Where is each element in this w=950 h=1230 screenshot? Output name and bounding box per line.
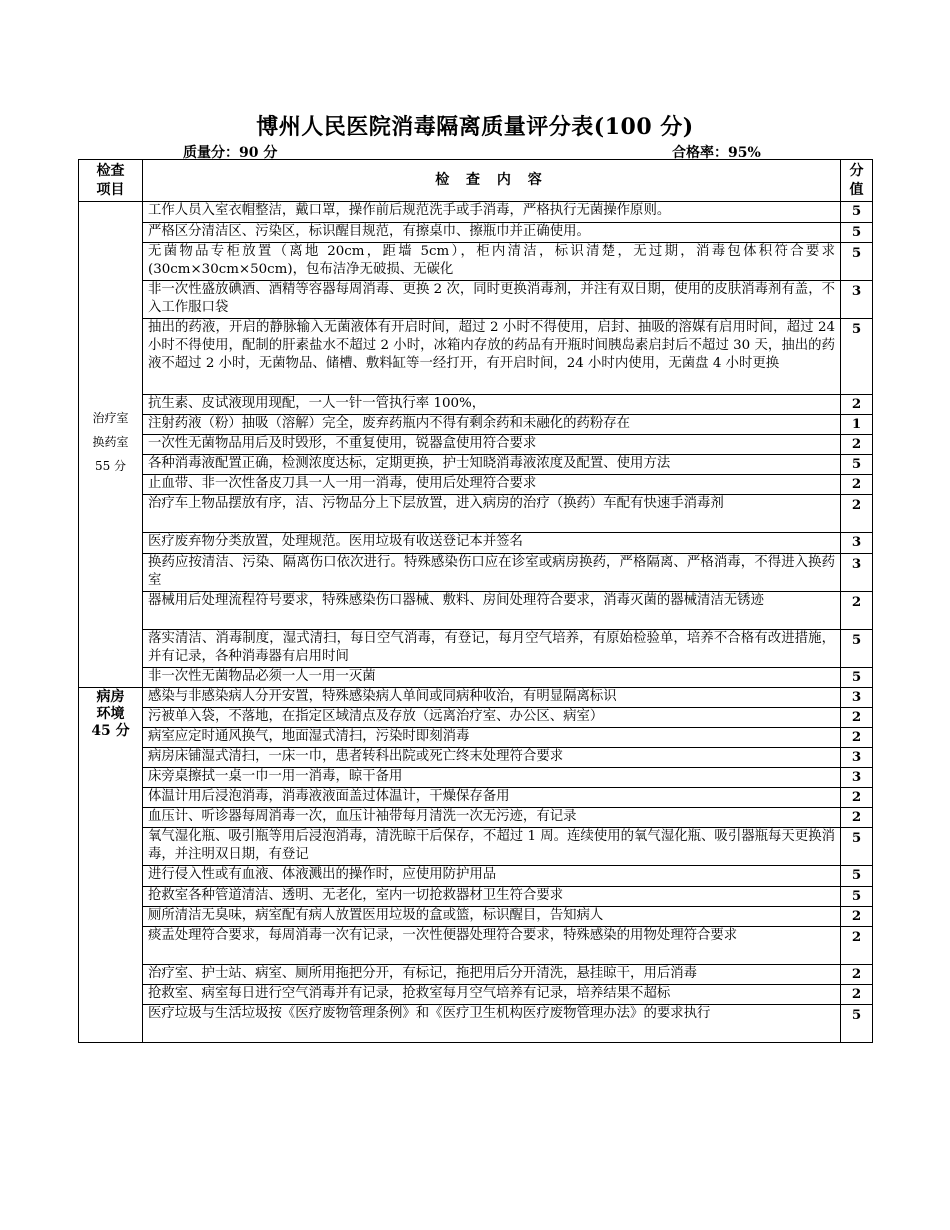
table-row [79, 592, 873, 630]
row-score: 2 [841, 927, 873, 965]
table-row [79, 708, 873, 728]
row-score: 3 [841, 533, 873, 554]
table-row [79, 223, 873, 243]
category-label: 病房 [96, 689, 125, 705]
row-score: 3 [841, 748, 873, 768]
row-content: 血压计、听诊器每周消毒一次，血压计袖带每月清洗一次无污迹，有记录 [143, 808, 841, 828]
row-score: 5 [841, 828, 873, 866]
row-score: 5 [841, 243, 873, 281]
row-content: 氧气湿化瓶、吸引瓶等用后浸泡消毒，清洗晾干后保存，不超过 1 周。连续使用的氧气湿化瓶、吸引器瓶每天更换消毒，并注明双日期，有登记 [143, 828, 841, 866]
table-row [79, 1005, 873, 1043]
row-content: 工作人员入室衣帽整洁，戴口罩，操作前后规范洗手或手消毒，严格执行无菌操作原则。 [143, 202, 841, 223]
table-row [79, 455, 873, 475]
row-content: 抗生素、皮试液现用现配，一人一针一管执行率 100%， [143, 395, 841, 415]
row-score: 5 [841, 630, 873, 668]
row-content: 进行侵入性或有血液、体液溅出的操作时，应使用防护用品 [143, 866, 841, 887]
table-row [79, 281, 873, 319]
table-row [79, 533, 873, 554]
row-content: 治疗车上物品摆放有序，洁、污物品分上下层放置，进入病房的治疗（换药）车配有快速手消毒剂 [143, 495, 841, 533]
row-score: 2 [841, 907, 873, 927]
table-header-row [79, 160, 873, 202]
table-row [79, 808, 873, 828]
row-score: 2 [841, 965, 873, 985]
row-content: 无菌物品专柜放置（离地 20cm，距墙 5cm），柜内清洁，标识清楚，无过期，消毒包体积符合要求(30cm×30cm×50cm)，包布洁净无破损、无碳化 [143, 243, 841, 281]
row-score: 5 [841, 455, 873, 475]
header-content: 检 查 内 容 [143, 160, 841, 202]
score-table [78, 159, 873, 1043]
row-content: 各种消毒液配置正确，检测浓度达标，定期更换，护士知晓消毒液浓度及配置、使用方法 [143, 455, 841, 475]
row-content: 非一次性无菌物品必须一人一用一灭菌 [143, 668, 841, 688]
row-content: 换药应按清洁、污染、隔离伤口依次进行。特殊感染伤口应在诊室或病房换药，严格隔离、严格消毒，不得进入换药室 [143, 554, 841, 592]
row-score: 2 [841, 395, 873, 415]
header-score [841, 160, 873, 202]
row-score: 2 [841, 475, 873, 495]
row-score: 5 [841, 887, 873, 907]
table-row [79, 965, 873, 985]
category-treatment [79, 202, 143, 688]
row-content: 污被单入袋，不落地，在指定区域清点及存放（远离治疗室、办公区、病室） [143, 708, 841, 728]
table-row [79, 395, 873, 415]
table-row [79, 907, 873, 927]
table-row [79, 866, 873, 887]
table-row [79, 668, 873, 688]
quality-score: 质量分：90 分 [183, 145, 278, 161]
row-score: 1 [841, 415, 873, 435]
table-row [79, 788, 873, 808]
row-score: 3 [841, 688, 873, 708]
table-row [79, 887, 873, 907]
row-content: 器械用后处理流程符号要求，特殊感染伤口器械、敷料、房间处理符合要求，消毒灭菌的器械清洁无锈迹 [143, 592, 841, 630]
row-content: 抢救室各种管道清洁、透明、无老化，室内一切抢救器材卫生符合要求 [143, 887, 841, 907]
row-score: 5 [841, 866, 873, 887]
row-score: 5 [841, 1005, 873, 1043]
row-content: 非一次性盛放碘酒、酒精等容器每周消毒、更换 2 次，同时更换消毒剂，并注有双日期，使用的皮肤消毒剂有盖，不入工作服口袋 [143, 281, 841, 319]
row-content: 体温计用后浸泡消毒，消毒液液面盖过体温计，干燥保存备用 [143, 788, 841, 808]
row-score: 5 [841, 319, 873, 395]
category-ward [79, 688, 143, 1043]
row-score: 2 [841, 495, 873, 533]
row-content: 抢救室、病室每日进行空气消毒并有记录，抢救室每月空气培养有记录，培养结果不超标 [143, 985, 841, 1005]
table-row [79, 688, 873, 708]
row-score: 2 [841, 435, 873, 455]
category-label: 环境 [96, 706, 125, 722]
row-score: 2 [841, 985, 873, 1005]
row-score: 3 [841, 281, 873, 319]
table-row [79, 728, 873, 748]
row-content: 感染与非感染病人分开安置，特殊感染病人单间或同病种收治，有明显隔离标识 [143, 688, 841, 708]
table-row [79, 202, 873, 223]
row-score: 5 [841, 668, 873, 688]
row-content: 痰盂处理符合要求，每周消毒一次有记录，一次性便器处理符合要求，特殊感染的用物处理符合要求 [143, 927, 841, 965]
table-row [79, 415, 873, 435]
category-label: 换药室 [92, 434, 129, 449]
table-row [79, 630, 873, 668]
table-row [79, 828, 873, 866]
row-score: 2 [841, 592, 873, 630]
header-item-line2: 项目 [96, 181, 125, 198]
row-score: 2 [841, 808, 873, 828]
table-row [79, 243, 873, 281]
header-item-line1: 检查 [96, 162, 125, 179]
header-score-line2: 值 [849, 181, 864, 198]
row-content: 一次性无菌物品用后及时毁形，不重复使用，锐器盒使用符合要求 [143, 435, 841, 455]
header-score-line1: 分 [849, 162, 864, 179]
category-label: 55 分 [94, 458, 127, 473]
page-title: 博州人民医院消毒隔离质量评分表(100 分) [256, 114, 694, 140]
table-row [79, 927, 873, 965]
row-content: 医疗垃圾与生活垃圾按《医疗废物管理条例》和《医疗卫生机构医疗废物管理办法》的要求执行 [143, 1005, 841, 1043]
row-content: 病室应定时通风换气，地面湿式清扫，污染时即刻消毒 [143, 728, 841, 748]
row-content: 落实清洁、消毒制度，湿式清扫，每日空气消毒，有登记，每月空气培养，有原始检验单，培养不合格有改进措施，并有记录，各种消毒器有启用时间 [143, 630, 841, 668]
row-content: 病房床铺湿式清扫，一床一巾，患者转科出院或死亡终末处理符合要求 [143, 748, 841, 768]
row-score: 5 [841, 202, 873, 223]
row-content: 厕所清洁无臭味，病室配有病人放置医用垃圾的盒或篮，标识醒目，告知病人 [143, 907, 841, 927]
row-content: 床旁桌擦拭一桌一巾一用一消毒，晾干备用 [143, 768, 841, 788]
table-row [79, 435, 873, 455]
category-label: 45 分 [91, 723, 130, 739]
header-item [79, 160, 143, 202]
table-row [79, 475, 873, 495]
row-score: 2 [841, 708, 873, 728]
table-row [79, 985, 873, 1005]
row-content: 严格区分清洁区、污染区，标识醒目规范，有擦桌巾、擦瓶巾并正确使用。 [143, 223, 841, 243]
row-content: 抽出的药液，开启的静脉输入无菌液体有开启时间，超过 2 小时不得使用，启封、抽吸的溶媒有启用时间，超过 24 小时不得使用，配制的肝素盐水不超过 2 小时，冰箱内存放的药品有开瓶时间胰岛素启封后不超过 30 天，抽出的药液不超过 2 小时，无菌物品、储槽、敷料缸等一经打开，有开启时间，24 小时内使用，无菌盘 4 小时更换 [143, 319, 841, 395]
row-score: 2 [841, 728, 873, 748]
row-score: 2 [841, 788, 873, 808]
table-row [79, 319, 873, 395]
table-row [79, 495, 873, 533]
row-content: 医疗废弃物分类放置，处理规范。医用垃圾有收送登记本并签名 [143, 533, 841, 554]
row-score: 5 [841, 223, 873, 243]
pass-rate: 合格率：95% [672, 145, 761, 161]
row-score: 3 [841, 768, 873, 788]
row-content: 止血带、非一次性备皮刀具一人一用一消毒，使用后处理符合要求 [143, 475, 841, 495]
category-label: 治疗室 [92, 410, 129, 425]
row-score: 3 [841, 554, 873, 592]
table-row [79, 554, 873, 592]
table-row [79, 748, 873, 768]
row-content: 治疗室、护士站、病室、厕所用拖把分开，有标记，拖把用后分开清洗，悬挂晾干，用后消毒 [143, 965, 841, 985]
row-content: 注射药液（粉）抽吸（溶解）完全，废弃药瓶内不得有剩余药和未融化的药粉存在 [143, 415, 841, 435]
table-row [79, 768, 873, 788]
